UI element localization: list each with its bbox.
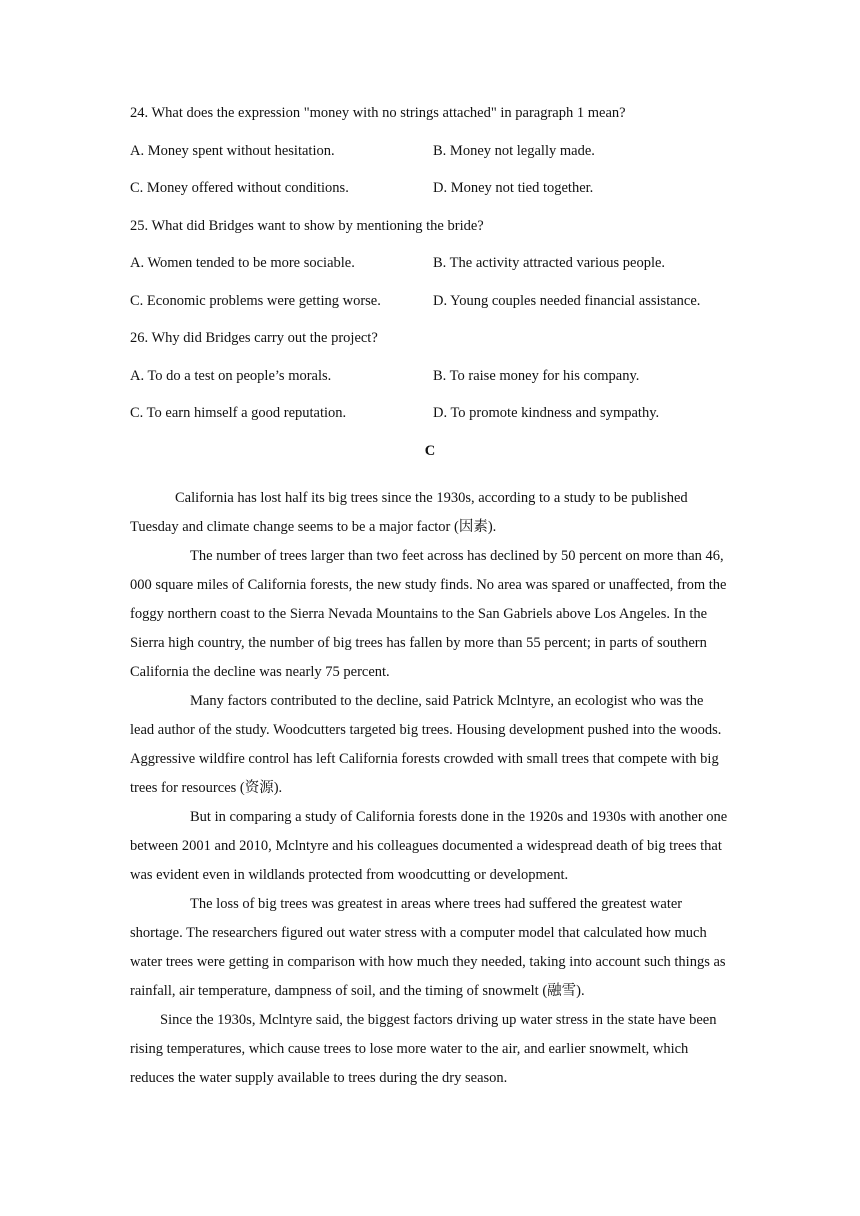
question-26-option-d: D. To promote kindness and sympathy. [433, 405, 660, 421]
question-24-option-d: D. Money not tied together. [433, 180, 594, 196]
passage-paragraph-5: The loss of big trees was greatest in areas where trees had suffered the greatest water shortage. The researchers figured out water stress with a computer model that calculated how much water trees were getting in comparison with how much they needed, taking into account such things as rainfall, air temperature, dampness of soil, and the timing of snowmelt (融雪). [130, 896, 726, 999]
question-25-option-c: C. Economic problems were getting worse. [130, 293, 381, 309]
question-24-stem: 24. What does the expression "money with no strings attached" in paragraph 1 mean? [130, 105, 626, 121]
passage-paragraph-4: But in comparing a study of California forests done in the 1920s and 1930s with another one between 2001 and 2010, Mclntyre and his colleagues documented a widespread death of big trees that was evident even in wildlands protected from woodcutting or development. [130, 809, 728, 883]
question-26-stem: 26. Why did Bridges carry out the project? [130, 330, 378, 346]
passage-paragraph-2: The number of trees larger than two feet across has declined by 50 percent on more than 46, 000 square miles of California forests, the new study finds. No area was spared or unaffected, from the foggy northern coast to the Sierra Nevada Mountains to the San Gabriels above Los Angeles. In the Sierra high country, the number of big trees has fallen by more than 55 percent; in parts of southern California the decline was nearly 75 percent. [130, 548, 727, 680]
passage-paragraph-6: Since the 1930s, Mclntyre said, the biggest factors driving up water stress in the state have been rising temperatures, which cause trees to lose more water to the air, and earlier snowmelt, which reduces the water supply available to trees during the dry season. [130, 1012, 717, 1086]
question-26-option-b: B. To raise money for his company. [433, 368, 640, 384]
question-25-option-b: B. The activity attracted various people. [433, 255, 666, 271]
section-heading: C [424, 443, 436, 459]
passage-paragraph-3: Many factors contributed to the decline, said Patrick Mclntyre, an ecologist who was the lead author of the study. Woodcutters targeted big trees. Housing development pushed into the woods. Aggressive wildfire control has left California forests crowded with small trees that compete with big trees for resources (资源). [130, 693, 722, 796]
question-25-option-a: A. Women tended to be more sociable. [130, 255, 355, 271]
question-24-option-a: A. Money spent without hesitation. [130, 143, 335, 159]
question-25-stem: 25. What did Bridges want to show by mentioning the bride? [130, 218, 484, 234]
passage-paragraph-1: California has lost half its big trees since the 1930s, according to a study to be published Tuesday and climate change seems to be a major factor (因素). [130, 490, 688, 535]
question-26-option-a: A. To do a test on people’s morals. [130, 368, 332, 384]
question-24-option-c: C. Money offered without conditions. [130, 180, 349, 196]
reading-passage [130, 484, 730, 1093]
question-24-option-b: B. Money not legally made. [433, 143, 595, 159]
question-26-option-c: C. To earn himself a good reputation. [130, 405, 347, 421]
question-25-option-d: D. Young couples needed financial assistance. [433, 293, 701, 309]
